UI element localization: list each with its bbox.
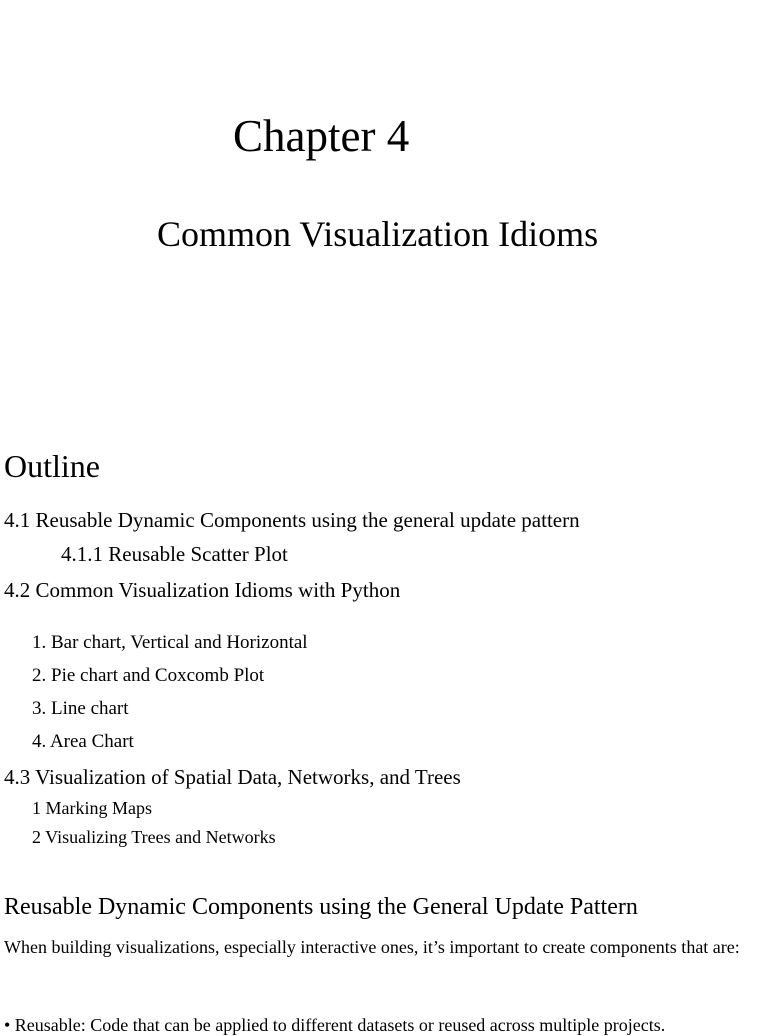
outline-item-4-3: 4.3 Visualization of Spatial Data, Networks, and Trees	[4, 765, 461, 789]
outline-item-4-1: 4.1 Reusable Dynamic Components using the general update pattern	[4, 508, 580, 532]
outline-subitem-trees-networks: 2 Visualizing Trees and Networks	[32, 827, 276, 847]
outline-subitem-bar-chart: 1. Bar chart, Vertical and Horizontal	[32, 632, 308, 653]
chapter-subtitle: Common Visualization Idioms	[157, 214, 599, 254]
bullet-item-reusable: • Reusable: Code that can be applied to different datasets or reused across multiple projects.	[4, 1015, 666, 1035]
outline-subitem-line-chart: 3. Line chart	[32, 698, 129, 719]
section-intro-paragraph: When building visualizations, especially interactive ones, it’s important to create components that are:	[4, 937, 740, 957]
outline-subitem-pie-chart: 2. Pie chart and Coxcomb Plot	[32, 665, 265, 686]
outline-heading: Outline	[4, 448, 100, 484]
outline-subitem-marking-maps: 1 Marking Maps	[32, 798, 152, 818]
outline-subitem-area-chart: 4. Area Chart	[32, 731, 134, 752]
outline-item-4-2: 4.2 Common Visualization Idioms with Python	[4, 578, 401, 602]
outline-item-4-1-1: 4.1.1 Reusable Scatter Plot	[61, 542, 288, 566]
section-heading: Reusable Dynamic Components using the General Update Pattern	[4, 894, 638, 920]
chapter-title: Chapter 4	[233, 111, 410, 161]
